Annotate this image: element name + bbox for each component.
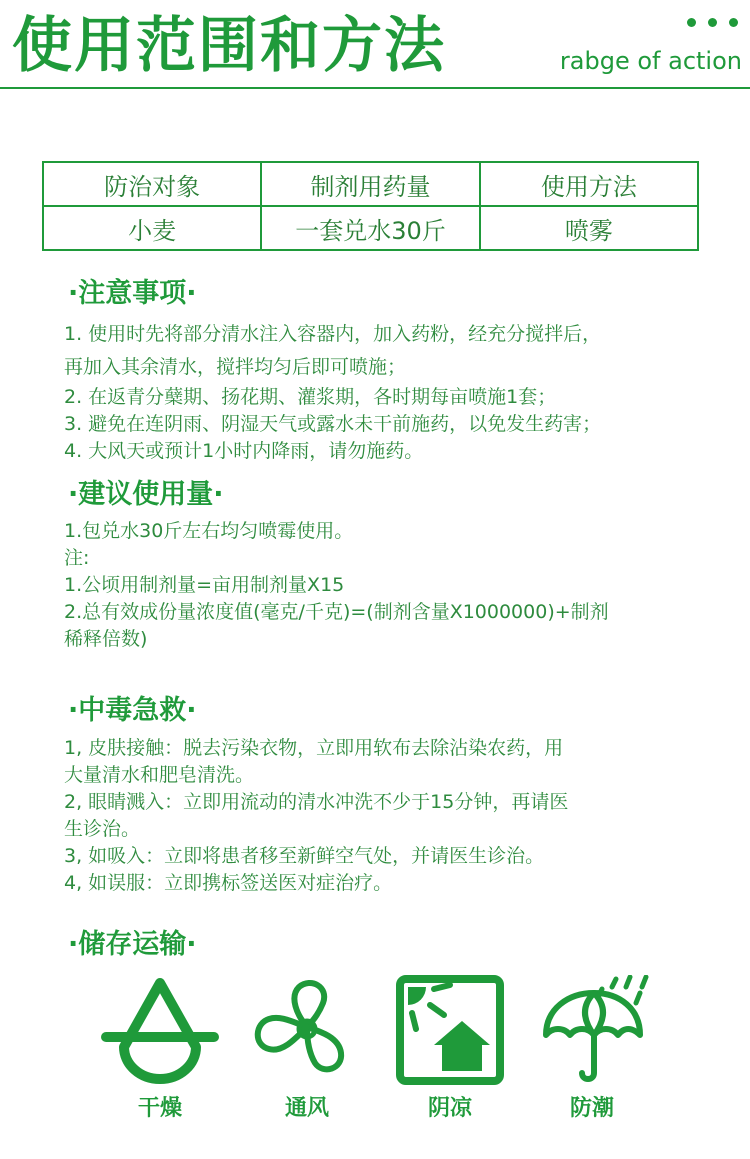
poison-title: ·中毒急救· (68, 695, 197, 726)
poison-line: 生诊治。 (64, 818, 141, 840)
poison-line: 大量清水和肥皂清洗。 (64, 764, 255, 786)
table-header-row (43, 162, 698, 206)
table-cell: 小麦 (43, 206, 261, 250)
notes-line: 再加入其余清水，搅拌均匀后即可喷施； (64, 356, 407, 378)
dosage-line: 1.包兑水30斤左右均匀喷霉使用。 (64, 520, 354, 542)
notes-line: 4. 大风天或预计1小时内降雨，请勿施药。 (64, 440, 424, 462)
table-cell: 喷雾 (480, 206, 698, 250)
notes-line: 1. 使用时先将部分清水注入容器内，加入药粉，经充分搅拌后， (64, 323, 602, 345)
poison-line: 1, 皮肤接触：脱去污染衣物，立即用软布去除沾染农药，用 (64, 737, 564, 759)
dosage-text (64, 518, 714, 653)
table-cell: 一套兑水30斤 (261, 206, 479, 250)
drop-icon (100, 975, 220, 1085)
poison-line: 3, 如吸入：立即将患者移至新鲜空气处，并请医生诊治。 (64, 845, 545, 867)
table-header-cell: 制剂用药量 (261, 162, 479, 206)
dosage-line: 注: (64, 547, 90, 569)
storage-label: 防潮 (569, 1096, 614, 1121)
fan-icon (247, 975, 367, 1085)
shade-icon (390, 975, 510, 1085)
storage-item-cool (385, 975, 515, 1123)
storage-item-ventilate (242, 975, 372, 1123)
storage-label: 阴凉 (427, 1096, 472, 1121)
notes-title: ·注意事项· (68, 278, 197, 309)
storage-label: 干燥 (137, 1096, 182, 1121)
usage-table (42, 161, 699, 251)
dots-decoration (687, 18, 738, 27)
dosage-line: 2.总有效成份量浓度值(毫克/千克)=(制剂含量X1000000)+制剂 (64, 601, 609, 623)
storage-label: 通风 (284, 1096, 329, 1121)
page-subtitle: rabge of action (559, 47, 742, 75)
notes-line: 2. 在返青分蘖期、扬花期、灌浆期，各时期每亩喷施1套； (64, 386, 557, 408)
storage-item-dry (95, 975, 225, 1123)
dosage-line: 稀释倍数) (64, 628, 148, 650)
poison-text (64, 735, 714, 897)
page-title: 使用范围和方法 (12, 11, 446, 81)
table-header-cell: 防治对象 (43, 162, 261, 206)
dosage-line: 1.公顷用制剂量=亩用制剂量X15 (64, 574, 345, 596)
dosage-title: ·建议使用量· (68, 479, 224, 510)
storage-title: ·储存运输· (68, 929, 197, 960)
table-header-cell: 使用方法 (480, 162, 698, 206)
storage-icons (95, 975, 655, 1125)
table-row (43, 206, 698, 250)
storage-item-moisture (527, 975, 657, 1123)
header-divider (0, 87, 750, 89)
poison-line: 2, 眼睛溅入：立即用流动的清水冲洗不少于15分钟，再请医 (64, 791, 569, 813)
poison-line: 4, 如误服：立即携标签送医对症治疗。 (64, 872, 393, 894)
notes-text (64, 318, 714, 465)
umbrella-rain-icon (532, 975, 652, 1085)
notes-line: 3. 避免在连阴雨、阴湿天气或露水未干前施药，以免发生药害； (64, 413, 602, 435)
